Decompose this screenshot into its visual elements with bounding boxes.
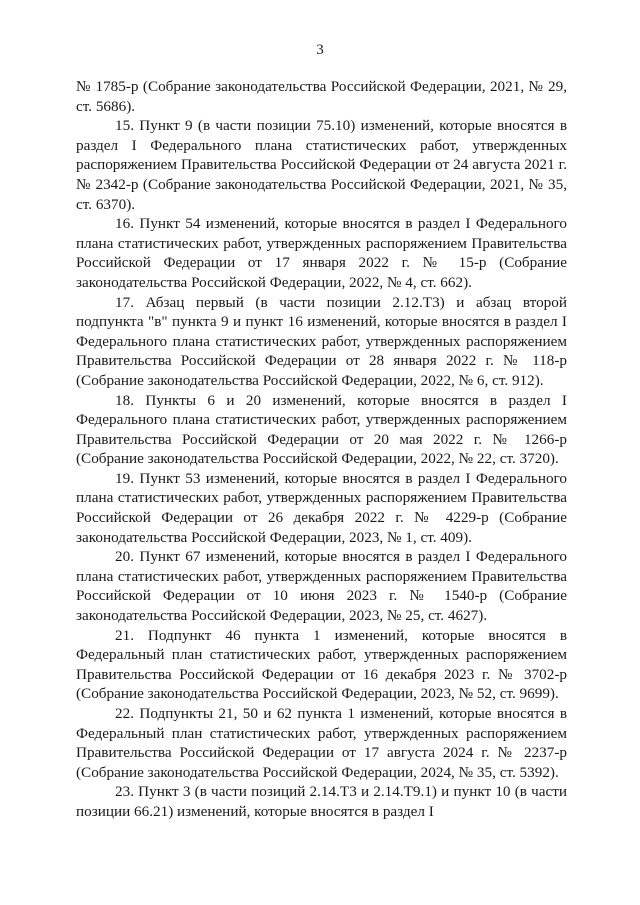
paragraph-item-15: 15. Пункт 9 (в части позиции 75.10) изменений, которые вносятся в раздел I Федерального плана статистических работ, утвержденных распоряжением Правительства Российской Федерации от 24 августа 2021 г. № 2342-р (Собрание законодательства Российской Федерации, 2021, № 35, ст. 6370).	[76, 117, 567, 213]
paragraph-item-22: 22. Подпункты 21, 50 и 62 пункта 1 изменений, которые вносятся в Федеральный план статистических работ, утвержденных распоряжением Правительства Российской Федерации от 17 августа 2024 г. № 2237-р (Собрание законодательства Российской Федерации, 2024, № 35, ст. 5392).	[76, 705, 567, 781]
paragraph-item-23: 23. Пункт 3 (в части позиций 2.14.Т3 и 2.14.Т9.1) и пункт 10 (в части позиции 66.21) изменений, которые вносятся в раздел I	[76, 783, 567, 820]
paragraph-item-20: 20. Пункт 67 изменений, которые вносятся в раздел I Федерального плана статистических работ, утвержденных распоряжением Правительства Российской Федерации от 10 июня 2023 г. № 1540-р (Собрание законодательства Российской Федерации, 2023, № 25, ст. 4627).	[76, 548, 567, 625]
paragraph-item-18: 18. Пункты 6 и 20 изменений, которые вносятся в раздел I Федерального плана статистических работ, утвержденных распоряжением Правительства Российской Федерации от 20 мая 2022 г. № 1266-р (Собрание законодательства Российской Федерации, 2022, № 22, ст. 3720).	[76, 391, 567, 468]
paragraph-item-21: 21. Подпункт 46 пункта 1 изменений, которые вносятся в Федеральный план статистических работ, утвержденных распоряжением Правительства Российской Федерации от 16 декабря 2023 г. № 3702-р (Собрание законодательства Российской Федерации, 2023, № 52, ст. 9699).	[76, 626, 567, 703]
document-body	[76, 77, 567, 822]
paragraph-item-17: 17. Абзац первый (в части позиции 2.12.Т3) и абзац второй подпункта "в" пункта 9 и пункт 16 изменений, которые вносятся в раздел I Федерального плана статистических работ, утвержденных распоряжением Правительства Российской Федерации от 28 января 2022 г. № 118-р (Собрание законодательства Российской Федерации, 2022, № 6, ст. 912).	[76, 293, 567, 389]
paragraph-item-16: 16. Пункт 54 изменений, которые вносятся в раздел I Федерального плана статистических работ, утвержденных распоряжением Правительства Российской Федерации от 17 января 2022 г. № 15-р (Собрание законодательства Российской Федерации, 2022, № 4, ст. 662).	[76, 215, 567, 291]
paragraph-continuation: № 1785-р (Собрание законодательства Российской Федерации, 2021, № 29, ст. 5686).	[76, 78, 567, 115]
paragraph-item-19: 19. Пункт 53 изменений, которые вносятся в раздел I Федерального плана статистических работ, утвержденных распоряжением Правительства Российской Федерации от 26 декабря 2022 г. № 4229-р (Собрание законодательства Российской Федерации, 2023, № 1, ст. 409).	[76, 469, 567, 546]
page-number: 3	[316, 42, 324, 58]
